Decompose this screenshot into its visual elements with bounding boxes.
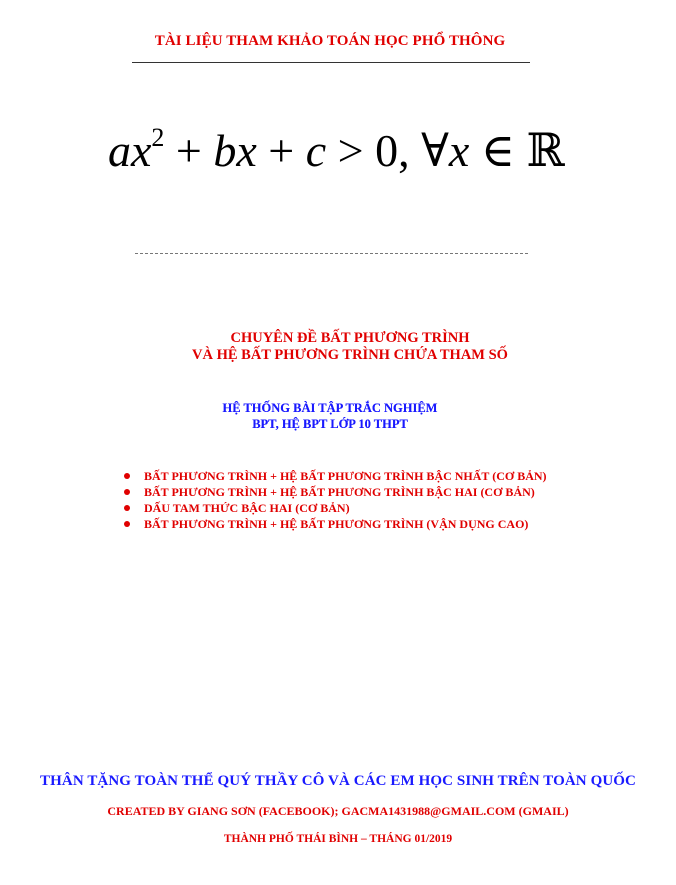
list-item: BẤT PHƯƠNG TRÌNH + HỆ BẤT PHƯƠNG TRÌNH BẬC NHẤT (CƠ BẢN) xyxy=(124,468,547,484)
dedication-line: THÂN TẶNG TOÀN THỂ QUÝ THẦY CÔ VÀ CÁC EM HỌC SINH TRÊN TOÀN QUỐC xyxy=(40,773,636,789)
formula-greater-than: > xyxy=(337,125,364,176)
main-title-line1: CHUYÊN ĐỀ BẤT PHƯƠNG TRÌNH xyxy=(230,330,470,346)
bullet-icon xyxy=(124,473,130,479)
place-date: THÀNH PHỐ THÁI BÌNH – THÁNG 01/2019 xyxy=(223,833,453,845)
formula-a: a xyxy=(108,125,131,176)
formula-b: b xyxy=(213,125,237,176)
bullet-icon xyxy=(124,521,130,527)
formula-plus: + xyxy=(268,125,295,176)
main-title-line2: VÀ HỆ BẤT PHƯƠNG TRÌNH CHỨA THAM SỐ xyxy=(192,347,508,363)
formula-x: x xyxy=(448,125,470,176)
bullet-icon xyxy=(124,489,130,495)
topic-list xyxy=(124,468,547,532)
list-item: BẤT PHƯƠNG TRÌNH + HỆ BẤT PHƯƠNG TRÌNH BẬC HAI (CƠ BẢN) xyxy=(124,484,547,500)
formula-exponent: 2 xyxy=(151,123,165,152)
formula-comma: , xyxy=(398,125,410,176)
subtitle-line1: HỆ THỐNG BÀI TẬP TRẮC NGHIỆM xyxy=(222,401,438,415)
formula-plus: + xyxy=(175,125,202,176)
formula-reals: ℝ xyxy=(526,125,565,176)
subtitle-line2: BPT, HỆ BPT LỚP 10 THPT xyxy=(252,417,408,431)
main-title xyxy=(150,330,550,364)
list-item: BẤT PHƯƠNG TRÌNH + HỆ BẤT PHƯƠNG TRÌNH (VẬN DỤNG CAO) xyxy=(124,516,547,532)
formula-x: x xyxy=(236,125,257,176)
document-header: TÀI LIỆU THAM KHẢO TOÁN HỌC PHỔ THÔNG xyxy=(154,33,506,49)
subtitle xyxy=(130,400,530,432)
bullet-icon xyxy=(124,505,130,511)
formula-element-of: ∈ xyxy=(480,125,515,176)
header-divider xyxy=(132,62,530,63)
formula-divider xyxy=(135,253,528,254)
formula-c: c xyxy=(305,125,327,176)
list-item: DẤU TAM THỨC BẬC HAI (CƠ BẢN) xyxy=(124,500,547,516)
formula-forall: ∀ xyxy=(421,125,449,176)
author-credit: CREATED BY GIANG SƠN (FACEBOOK); GACMA1431988@GMAIL.COM (GMAIL) xyxy=(107,804,569,818)
formula-zero: 0 xyxy=(375,125,399,176)
formula-x: x xyxy=(131,125,152,176)
quadratic-inequality-formula xyxy=(108,123,578,176)
